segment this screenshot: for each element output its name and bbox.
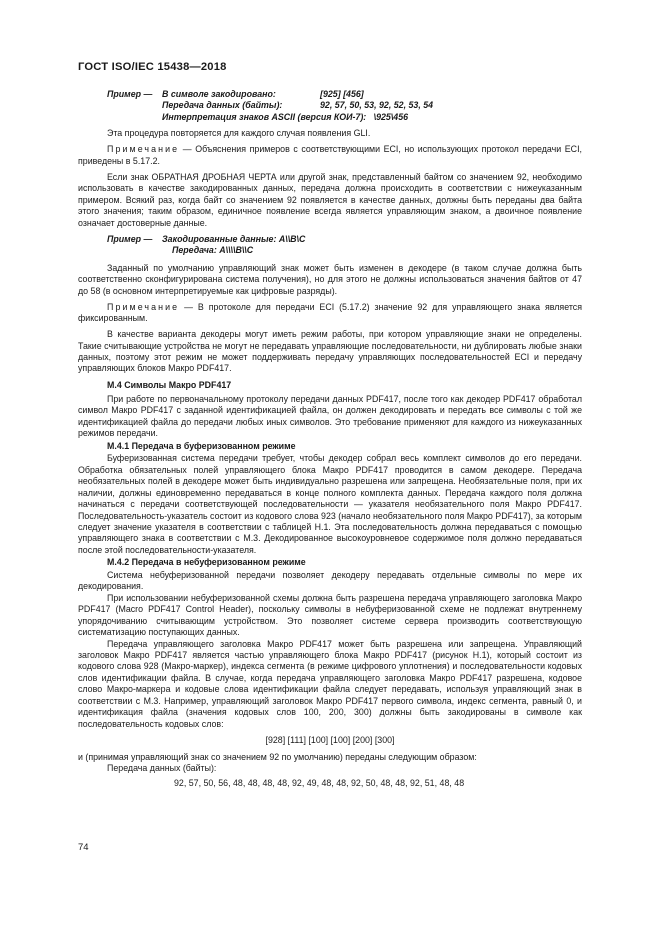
example-value: [925] [456]	[320, 89, 364, 99]
example-key: В символе закодировано:	[162, 89, 276, 99]
paragraph: При работе по первоначальному протоколу передачи данных PDF417, после того как декодер PDF417 обработал символ Макро PDF417 с заданной идентификацией файла, он должен декодировать и передать все символы с той же идентификацией файла до передачи любых иных символов. Это требование применяют для каждого из нижеуказанных режимов передачи.	[78, 393, 582, 439]
subsection-heading: М.4.2 Передача в небуферизованном режиме	[107, 557, 306, 568]
paragraph: При использовании небуферизованной схемы должна быть разрешена передача управляющего заголовка Макро PDF417 (Macro PDF417 Control Header), поскольку символы в небуферизованной схеме не подлежат внутреннему упорядочиванию считывающим устройством. Это позволяет системе сервера производить соответствующую систематизацию поступающих данных.	[78, 592, 582, 638]
page-number: 74	[78, 842, 89, 853]
note-label: Примечание	[107, 144, 180, 155]
paragraph: Система небуферизованной передачи позволяет декодеру передавать отдельные символы по мере их декодирования.	[78, 569, 582, 592]
note-label: Примечание	[107, 301, 180, 312]
paragraph: В качестве варианта декодеры могут иметь режим работы, при котором управляющие знаки не определены. Такие считывающие устройства не могут не передавать управляющие последовательности, ни дублировать любые знаки данных, поэтому этот режим не может поддерживать передачу управляющих последовательностей ECI и передачу управляющих блоков Макро PDF417.	[78, 329, 582, 374]
byte-sequence: 92, 57, 50, 56, 48, 48, 48, 48, 92, 49, 48, 48, 92, 50, 48, 48, 92, 51, 48, 48	[174, 778, 465, 789]
example-value: 92, 57, 50, 53, 92, 52, 53, 54	[320, 100, 434, 111]
example-key: Интерпретация знаков ASCII (версия КОИ-7): \925\456	[162, 111, 409, 122]
note	[78, 302, 582, 325]
example-row: Закодированные данные: A\\B\C	[162, 233, 306, 244]
subsection-heading: М.4.1 Передача в буферизованном режиме	[107, 440, 296, 451]
paragraph: Если знак ОБРАТНАЯ ДРОБНАЯ ЧЕРТА или другой знак, представленный байтом со значением 92, необходимо использовать в качестве закодированных данных, передача должна происходить в соответствии с нижеуказанным примером. Всякий раз, когда байт со значением 92 появляется в качестве данных, должны быть переданы два байта этого значения; таким образом, единичное появление всегда является управляющим знаком, а двоичное появление означает достоверные данные.	[78, 171, 582, 228]
example-label: Пример —	[107, 89, 153, 99]
example-label: Пример —	[107, 233, 153, 244]
paragraph: и (принимая управляющий знак со значением 92 по умолчанию) переданы следующим образом:	[78, 751, 477, 762]
note-text: — Объяснения примеров с соответствующими ECI, но использующих протокол передачи ECI, приведены в 5.17.2.	[78, 144, 582, 166]
example-row: Передача: A\\\\B\\C	[172, 245, 254, 256]
paragraph: Буферизованная система передачи требует, чтобы декодер собрал весь комплект символов до его передачи. Обработка обязательных полей управляющего блока Макро PDF417 проводится в самом декодере. Передача необязательных полей в декодере может быть индивидуально разрешена или запрещена. Необязательные поля, при их наличии, должны единовременно передаваться в конце полного комплекта данных. Передача каждого поля должна начинаться с передачи соответствующей последовательности — указателя необязательного поля Макро PDF417. Последовательность-указатель состоит из кодового слова 923 (начало необязательного поля Макро PDF417), за которым следует значение указателя в соответствии с таблицей Н.1. Эта последовательность должна передаваться с помощью управляющего знака в соответствии с М.3. Декодированное высокоуровневое содержимое поля должно передаваться после этой последовательности-указателя.	[78, 453, 582, 555]
example-block	[107, 89, 582, 123]
paragraph: Заданный по умолчанию управляющий знак может быть изменен в декодере (в таком случае должна быть соответственно сконфигурирована система получения), но для этого не должны использоваться значения байтов от 47 до 58 (в основном интерпретируемые как цифровые разряды).	[78, 262, 582, 296]
codeword-sequence: [928] [111] [100] [100] [200] [300]	[265, 735, 395, 746]
paragraph: Передача управляющего заголовка Макро PDF417 может быть разрешена или запрещена. Управляющий заголовок Макро PDF417 является частью управляющего блока Макро PDF417 (рисунок Н.1), который состоит из кодового слова 928 (Макро-маркер), индекса сегмента (в режиме цифрового уплотнения) и последовательности кодовых слов идентификации файла. В случае, когда передача управляющего заголовка Макро PDF417 разрешена, кодовое слово Макро-маркера и кодовые слова идентификации файла следует передавать, используя управляющий знак в соответствии с М.3. Например, управляющий заголовок Макро PDF417 первого символа, индекс сегмента, равный 0, и идентификация файла (значения кодовых слов 100, 200, 300) должны быть закодированы в символе как последовательность кодовых слов:	[78, 638, 582, 729]
note	[78, 144, 582, 167]
paragraph: Передача данных (байты):	[107, 763, 217, 774]
page-content	[78, 89, 582, 790]
example-key: Передача данных (байты):	[162, 100, 283, 111]
paragraph: Эта процедура повторяется для каждого случая появления GLI.	[107, 128, 371, 139]
note-text: — В протоколе для передачи ECI (5.17.2) значение 92 для управляющего знака является фиксированным.	[78, 301, 582, 324]
example-block	[107, 234, 582, 257]
page-header: ГОСТ ISO/IEC 15438—2018	[78, 61, 227, 73]
section-heading: М.4 Символы Макро PDF417	[107, 379, 232, 390]
